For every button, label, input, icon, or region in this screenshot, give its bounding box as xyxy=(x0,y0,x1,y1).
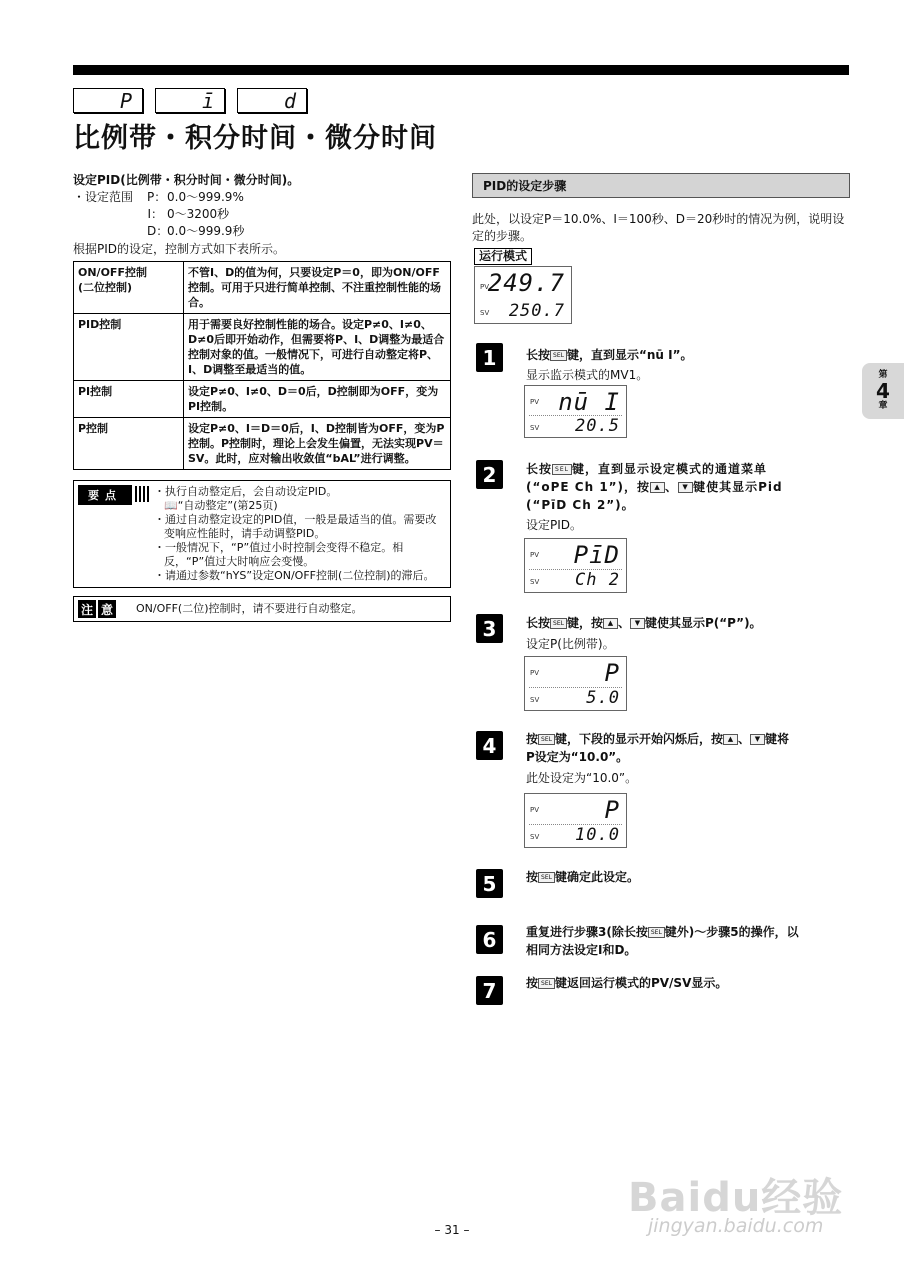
list-item: ・一般情况下，“P”值过小时控制会变得不稳定。相反，“P”值过大时响应会变慢。 xyxy=(154,541,404,568)
sel-key-icon: SEL xyxy=(538,872,555,883)
sv-value: 20.5 xyxy=(575,416,620,436)
segment-box-d: d xyxy=(237,88,307,113)
pv-label: PV xyxy=(530,669,540,677)
sv-label: SV xyxy=(530,833,540,841)
mode-name: P控制 xyxy=(74,418,184,470)
top-rule xyxy=(73,65,849,75)
range-row-i xyxy=(73,206,451,223)
lcd-step-1 xyxy=(524,385,627,438)
step-number: 1 xyxy=(476,343,503,372)
up-key-icon: ▲ xyxy=(723,734,738,745)
pv-label: PV xyxy=(530,551,540,559)
pv-label: PV xyxy=(480,283,490,291)
table-note: 根据PID的设定，控制方式如下表所示。 xyxy=(73,242,286,256)
list-item: 📖“自动整定”(第25页) xyxy=(164,499,278,512)
pv-value: P xyxy=(604,659,620,687)
sv-value: Ch 2 xyxy=(575,570,620,590)
step-3-sub: 设定P(比例带)。 xyxy=(526,637,615,651)
mode-name: ON/OFF控制 (二位控制) xyxy=(74,262,184,314)
range-row-p xyxy=(73,189,451,206)
list-item: ・执行自动整定后，会自动设定PID。 xyxy=(154,485,338,498)
chapter-tab xyxy=(862,363,904,419)
caution-badge xyxy=(78,600,116,618)
caution-char: 注 xyxy=(78,600,96,618)
down-key-icon: ▼ xyxy=(750,734,765,745)
segment-header xyxy=(73,88,307,113)
step-2-sub: 设定PID。 xyxy=(526,518,583,532)
section-title: PID的设定步骤 xyxy=(472,173,850,198)
mode-name: PID控制 xyxy=(74,314,184,381)
step-6-text: 重复进行步骤3(除长按 SEL 键外)～步骤5的操作，以 相同方法设定I和D。 xyxy=(526,925,799,957)
range-key: I： xyxy=(147,207,163,221)
step-1-text: 长按 SEL 键，直到显示“nū I”。 xyxy=(526,348,693,362)
step-5-text: 按 SEL 键确定此设定。 xyxy=(526,870,639,884)
step-4-text: 按 SEL 键，下段的显示开始闪烁后，按 ▲ 、 ▼ 键将 P设定为“10.0”。 xyxy=(526,732,790,764)
sv-label: SV xyxy=(530,424,540,432)
page-title: 比例带・积分时间・微分时间 xyxy=(73,123,437,154)
table-row xyxy=(74,314,451,381)
sel-key-icon: SEL xyxy=(550,618,567,629)
up-key-icon: ▲ xyxy=(650,482,665,493)
pv-value: P xyxy=(604,796,620,824)
sv-label: SV xyxy=(480,309,490,317)
step-3-text: 长按 SEL 键，按 ▲ 、 ▼ 键使其显示P(“P”)。 xyxy=(526,616,762,630)
chapter-suffix: 章 xyxy=(878,401,888,411)
bars-icon xyxy=(135,486,149,502)
sel-key-icon: SEL xyxy=(550,350,567,361)
range-value: 0.0～999.9% xyxy=(167,190,244,204)
step-2-text: 长按 SEL 键，直到显示设定模式的通道菜单 (“oPE Ch 1”)，按 ▲ 、 ▼ 键使其显示Pid (“PīD Ch 2”)。 xyxy=(526,462,783,512)
pv-value: nū I xyxy=(558,388,620,416)
sv-value: 250.7 xyxy=(508,301,565,321)
mode-desc: 设定P≠0、I≠0、D＝0后，D控制即为OFF，变为PI控制。 xyxy=(184,381,451,418)
step-number: 6 xyxy=(476,925,503,954)
range-row-d xyxy=(73,223,451,240)
step-1-sub: 显示监示模式的MV1。 xyxy=(526,368,649,382)
pv-value: PīD xyxy=(573,541,620,569)
step-number: 2 xyxy=(476,460,503,489)
chapter-number: 4 xyxy=(876,379,890,403)
key-point-box xyxy=(73,480,451,588)
sv-label: SV xyxy=(530,696,540,704)
lcd-step-3 xyxy=(524,656,627,711)
table-row xyxy=(74,262,451,314)
left-column xyxy=(73,172,451,622)
caution-char: 意 xyxy=(98,600,116,618)
segment-box-i: ī xyxy=(155,88,225,113)
sel-key-icon: SEL xyxy=(552,464,572,475)
step-7-text: 按 SEL 键返回运行模式的PV/SV显示。 xyxy=(526,976,728,990)
sv-value: 5.0 xyxy=(586,688,620,708)
page-number: – 31 – xyxy=(434,1223,470,1237)
mode-name: PI控制 xyxy=(74,381,184,418)
segment-box-p: P xyxy=(73,88,143,113)
lcd-run-mode xyxy=(474,266,572,324)
caution-box xyxy=(73,596,451,622)
lcd-step-4 xyxy=(524,793,627,848)
up-key-icon: ▲ xyxy=(603,618,618,629)
watermark-url: jingyan.baidu.com xyxy=(648,1215,824,1237)
key-point-badge xyxy=(74,485,154,583)
step-number: 7 xyxy=(476,976,503,1005)
pv-label: PV xyxy=(530,806,540,814)
range-label: ・设定范围 xyxy=(73,190,134,204)
pv-label: PV xyxy=(530,398,540,406)
sel-key-icon: SEL xyxy=(538,734,555,745)
lcd-step-2 xyxy=(524,538,627,593)
step-number: 5 xyxy=(476,869,503,898)
caution-text: ON/OFF(二位)控制时，请不要进行自动整定。 xyxy=(136,602,363,615)
step-4-sub: 此处设定为“10.0”。 xyxy=(526,771,638,785)
pv-value: 249.7 xyxy=(487,269,565,297)
mode-desc: 不管I、D的值为何，只要设定P＝0，即为ON/OFF控制。可用于只进行简单控制、不注重控制性能的场合。 xyxy=(184,262,451,314)
sv-label: SV xyxy=(530,578,540,586)
down-key-icon: ▼ xyxy=(678,482,693,493)
sel-key-icon: SEL xyxy=(648,927,665,938)
down-key-icon: ▼ xyxy=(630,618,645,629)
step-number: 4 xyxy=(476,731,503,760)
run-mode-tag: 运行模式 xyxy=(474,248,532,265)
list-item: ・请通过参数“hYS”设定ON/OFF控制(二位控制)的滞后。 xyxy=(154,569,435,582)
key-point-list xyxy=(154,485,446,583)
range-key: P： xyxy=(147,190,167,204)
intro-heading: 设定PID(比例带・积分时间・微分时间)。 xyxy=(73,173,300,187)
control-mode-table xyxy=(73,261,451,470)
mode-desc: 用于需要良好控制性能的场合。设定P≠0、I≠0、D≠0后即开始动作，但需要将P、I、D调整为最适合控制对象的值。一般情况下，可进行自动整定将P、I、D调整至最适当的值。 xyxy=(184,314,451,381)
sel-key-icon: SEL xyxy=(538,978,555,989)
range-value: 0～3200秒 xyxy=(167,207,230,221)
table-row xyxy=(74,381,451,418)
mode-desc: 设定P≠0、I＝D＝0后，I、D控制皆为OFF，变为P控制。P控制时，理论上会发生偏置，无法实现PV＝SV。此时，应对输出收敛值“bAL”进行调整。 xyxy=(184,418,451,470)
step-number: 3 xyxy=(476,614,503,643)
chapter-prefix: 第 xyxy=(878,370,888,380)
range-value: 0.0～999.9秒 xyxy=(167,224,245,238)
sv-value: 10.0 xyxy=(575,825,620,845)
key-point-label: 要点 xyxy=(78,485,132,505)
right-intro: 此处，以设定P＝10.0%、I＝100秒、D＝20秒时的情况为例，说明设定的步骤。 xyxy=(472,212,845,243)
watermark-logo: Baidu经验 xyxy=(628,1175,844,1221)
list-item: ・通过自动整定设定的PID值，一般是最适当的值。需要改变响应性能时，请手动调整PID。 xyxy=(154,513,437,540)
table-row xyxy=(74,418,451,470)
range-key: D： xyxy=(147,224,169,238)
right-column xyxy=(472,173,850,198)
